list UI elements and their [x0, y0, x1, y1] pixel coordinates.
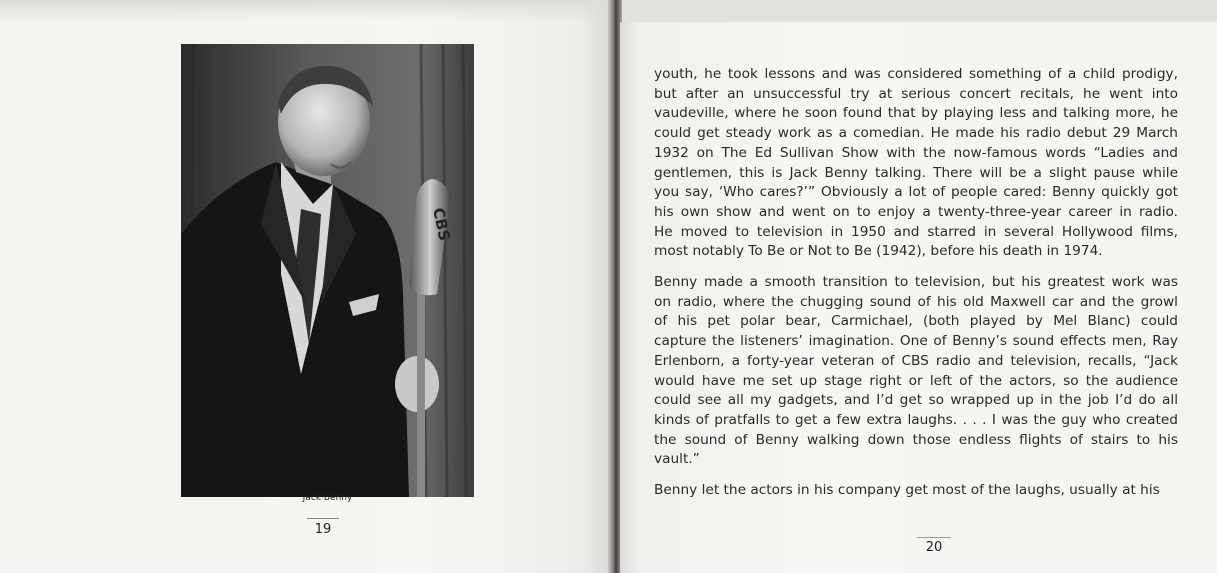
jack-benny-photo	[181, 44, 474, 497]
text-line: capture the listeners’ imagination. One of Benny’s sound effects men, Ray	[654, 333, 1178, 350]
text-line: 1932 on The Ed Sullivan Show with the now-famous words “Ladies and	[654, 144, 1178, 161]
text-line: kinds of pratfalls to get a few extra laughs. . . . I was the guy who created	[654, 411, 1178, 428]
photo-illustration	[181, 44, 474, 497]
text-line: but after an unsuccessful try at serious concert recitals, he went into	[654, 85, 1178, 102]
paragraph-2	[654, 273, 1178, 470]
paragraph-1	[654, 65, 1178, 262]
text-line: could see all my gadgets, and I’d get so wrapped up in the job I’d do all	[654, 392, 1178, 409]
page-number-left: 19	[314, 522, 332, 537]
photo-caption: Jack Benny	[302, 493, 353, 503]
text-line: most notably To Be or Not to Be (1942), before his death in 1974.	[654, 243, 1103, 260]
text-line: the sound of Benny walking down those endless flights of stairs to his	[654, 431, 1178, 448]
folio-rule	[307, 518, 339, 519]
text-line: youth, he took lessons and was considered something of a child prodigy,	[654, 66, 1178, 82]
paragraph-3	[654, 481, 1178, 501]
page-number-right: 20	[925, 540, 943, 555]
text-line: could get steady work as a comedian. He made his radio debut 29 March	[654, 125, 1178, 142]
text-line: He moved to television in 1950 and starred in several Hollywood films,	[654, 223, 1178, 240]
text-line: Erlenborn, a forty-year veteran of CBS radio and television, recalls, “Jack	[654, 352, 1178, 369]
text-line: Benny let the actors in his company get most of the laughs, usually at his	[654, 482, 1160, 499]
body-text	[654, 65, 1178, 512]
page-shadow	[0, 0, 612, 22]
text-line: on radio, where the chugging sound of his old Maxwell car and the growl	[654, 293, 1178, 310]
text-line: his own show and went on to enjoy a twenty-three-year career in radio.	[654, 203, 1178, 220]
folio-rule	[917, 537, 951, 538]
text-line: would have me set up stage right or left of the actors, so the audience	[654, 372, 1178, 389]
text-line: Benny made a smooth transition to television, but his greatest work was	[654, 274, 1178, 291]
mic-letters: CBS	[429, 206, 454, 243]
text-line: of his pet polar bear, Carmichael, (both played by Mel Blanc) could	[654, 313, 1178, 330]
text-line: you say, ‘Who cares?’” Obviously a lot of people cared: Benny quickly got	[654, 184, 1178, 201]
text-line: vaudeville, where he soon found that by playing less and talking more, he	[654, 105, 1178, 122]
text-line: gentlemen, this is Jack Benny talking. There will be a slight pause while	[654, 164, 1178, 181]
text-line: vault.”	[654, 451, 700, 468]
